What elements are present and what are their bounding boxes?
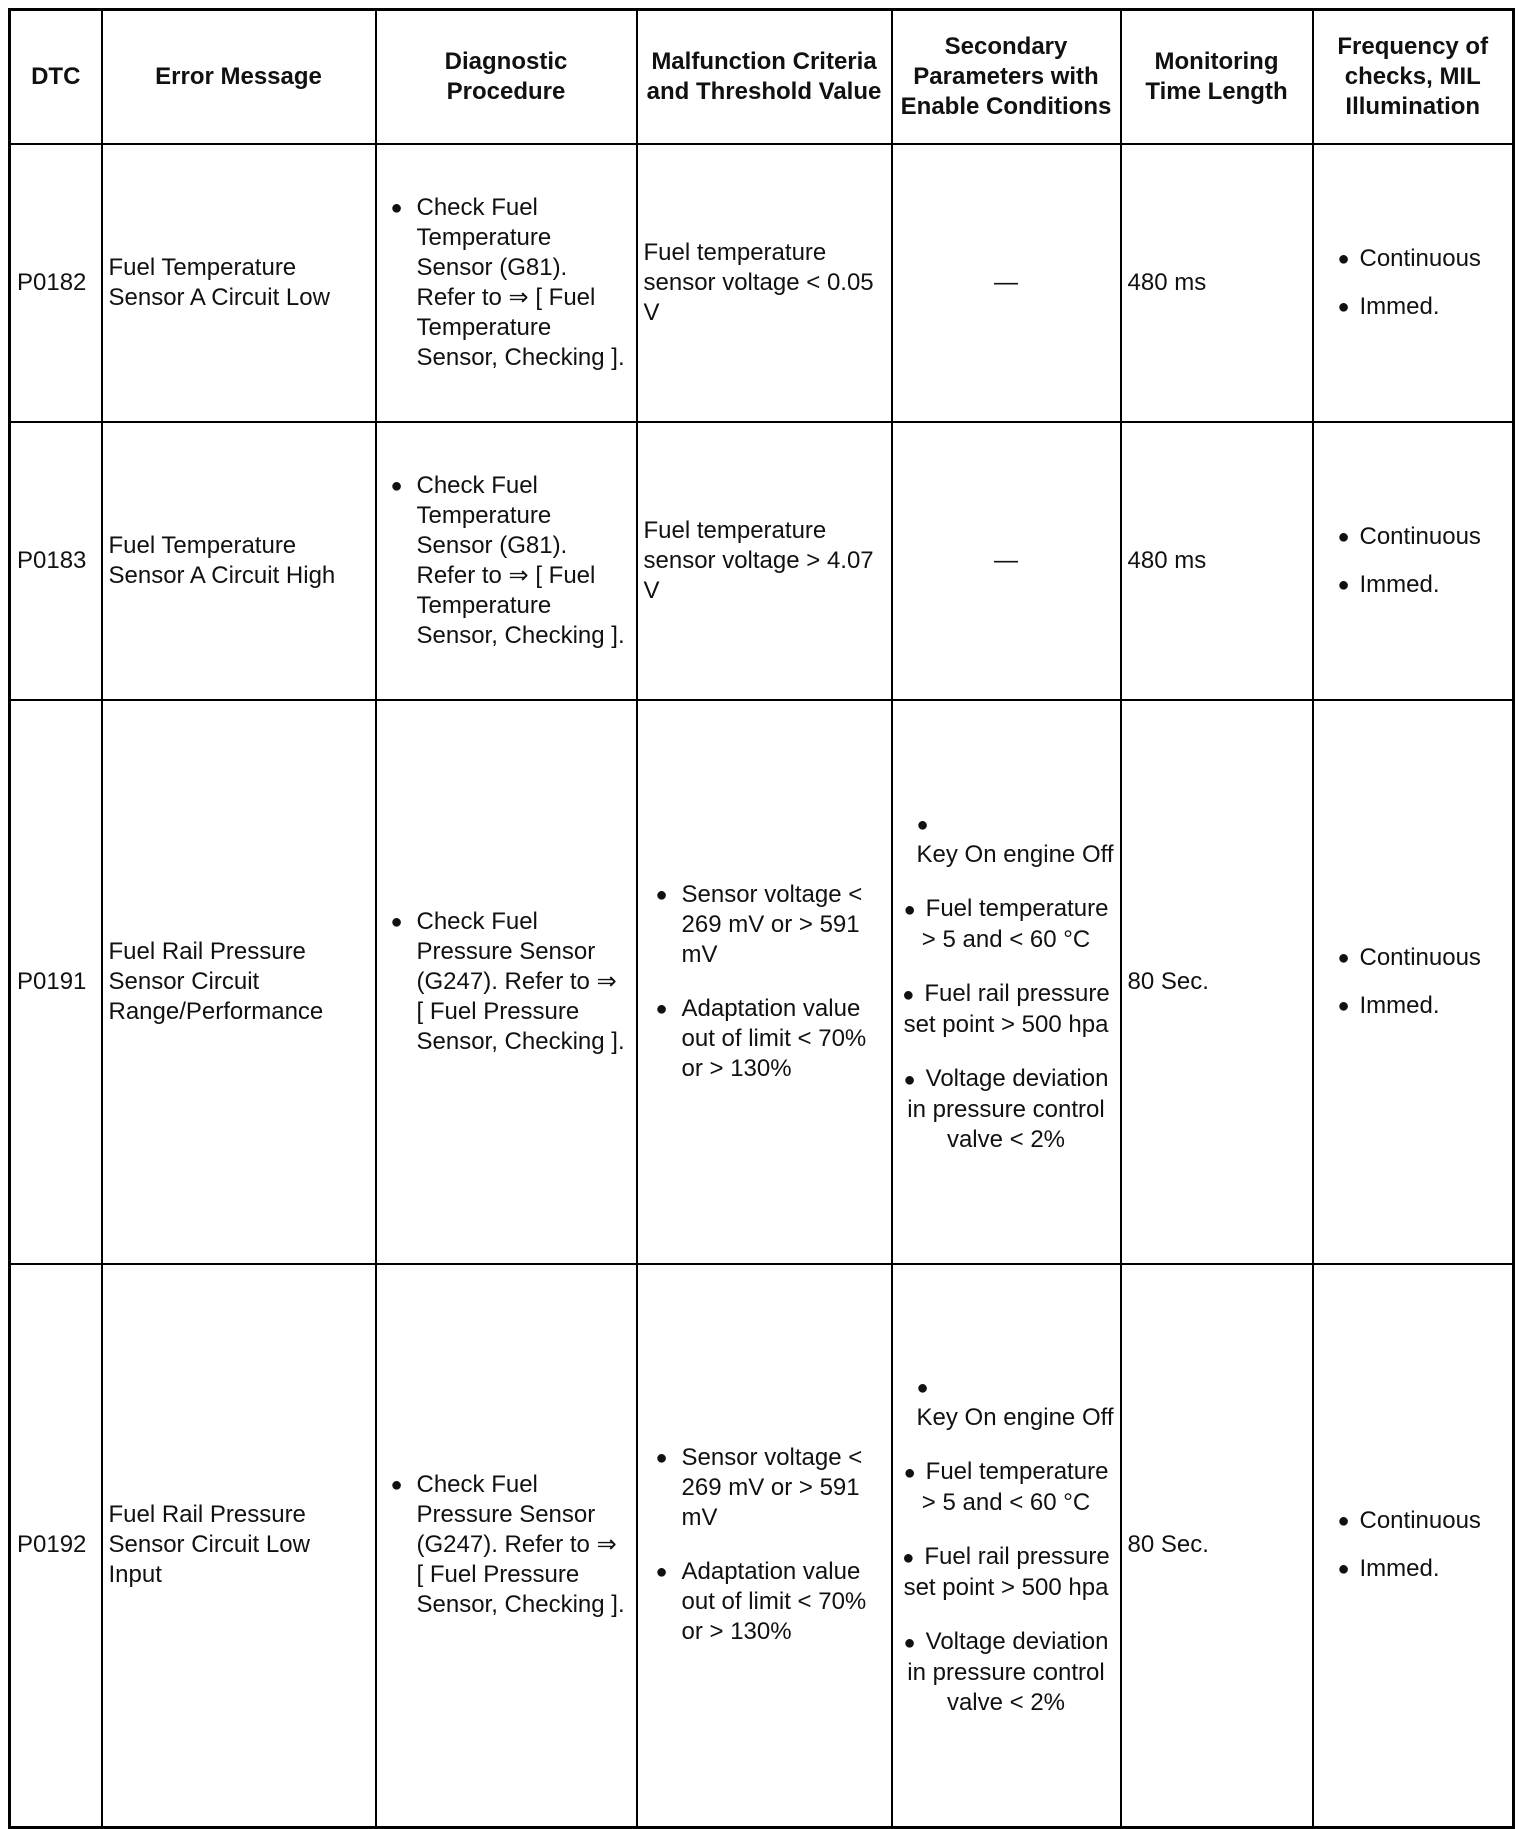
diagnostic-procedure bbox=[376, 700, 637, 1264]
error-message: Fuel Rail Pressure Sensor Circuit Range/Performance bbox=[102, 700, 376, 1264]
header-malfunction-criteria: Malfunction Criteria and Threshold Value bbox=[637, 10, 892, 144]
enable-condition: ● Voltage deviation in pressure control valve < 2% bbox=[903, 1628, 1109, 1717]
monitoring-time: 480 ms bbox=[1121, 144, 1313, 422]
table-row bbox=[10, 1264, 1514, 1828]
header-frequency: Frequency of checks, MIL Illumination bbox=[1313, 10, 1514, 144]
frequency-cell bbox=[1313, 700, 1514, 1264]
malfunction-criteria bbox=[637, 700, 892, 1264]
criteria-item: ● Sensor voltage < 269 mV or > 591 mV bbox=[648, 880, 885, 970]
table-row bbox=[10, 700, 1514, 1264]
enable-condition: ● Fuel rail pressure set point > 500 hpa bbox=[902, 1543, 1110, 1602]
diagnostic-procedure bbox=[376, 1264, 637, 1828]
frequency-item: ● Continuous bbox=[1320, 1506, 1507, 1536]
frequency-item: ● Continuous bbox=[1320, 522, 1507, 552]
malfunction-criteria bbox=[637, 1264, 892, 1828]
diagnostic-procedure bbox=[376, 422, 637, 700]
dtc-code: P0182 bbox=[10, 144, 102, 422]
enable-condition: ●Key On engine Off bbox=[916, 813, 1114, 868]
header-monitoring-time: Monitoring Time Length bbox=[1121, 10, 1313, 144]
table-row bbox=[10, 144, 1514, 422]
secondary-parameters bbox=[892, 1264, 1121, 1828]
enable-condition: ● Fuel temperature > 5 and < 60 °C bbox=[903, 1458, 1109, 1517]
procedure-item: ● Check Fuel Pressure Sensor (G247). Refer to ⇒ [ Fuel Pressure Sensor, Checking ]. bbox=[383, 1470, 630, 1620]
header-error-message: Error Message bbox=[102, 10, 376, 144]
criteria-item: ● Adaptation value out of limit < 70% or > 130% bbox=[648, 1557, 885, 1647]
secondary-parameters: — bbox=[892, 144, 1121, 422]
table-header-row bbox=[10, 10, 1514, 144]
mil-item: ● Immed. bbox=[1320, 570, 1507, 600]
dtc-code: P0183 bbox=[10, 422, 102, 700]
error-message: Fuel Temperature Sensor A Circuit High bbox=[102, 422, 376, 700]
dtc-table bbox=[8, 8, 1515, 1829]
frequency-item: ● Continuous bbox=[1320, 943, 1507, 973]
dtc-code: P0191 bbox=[10, 700, 102, 1264]
table-row bbox=[10, 422, 1514, 700]
dtc-table-container bbox=[8, 8, 1512, 1818]
mil-item: ● Immed. bbox=[1320, 991, 1507, 1021]
enable-condition: ● Fuel rail pressure set point > 500 hpa bbox=[902, 979, 1110, 1038]
enable-condition: ● Voltage deviation in pressure control valve < 2% bbox=[903, 1064, 1109, 1153]
secondary-parameters bbox=[892, 700, 1121, 1264]
diagnostic-procedure bbox=[376, 144, 637, 422]
header-dtc: DTC bbox=[10, 10, 102, 144]
mil-item: ● Immed. bbox=[1320, 292, 1507, 322]
monitoring-time: 480 ms bbox=[1121, 422, 1313, 700]
frequency-cell bbox=[1313, 422, 1514, 700]
error-message: Fuel Rail Pressure Sensor Circuit Low Input bbox=[102, 1264, 376, 1828]
enable-condition: ●Key On engine Off bbox=[916, 1377, 1114, 1432]
frequency-cell bbox=[1313, 1264, 1514, 1828]
criteria-item: ● Sensor voltage < 269 mV or > 591 mV bbox=[648, 1443, 885, 1533]
malfunction-criteria: Fuel temperature sensor voltage < 0.05 V bbox=[637, 144, 892, 422]
frequency-item: ● Continuous bbox=[1320, 244, 1507, 274]
enable-condition: ● Fuel temperature > 5 and < 60 °C bbox=[903, 894, 1109, 953]
procedure-item: ● Check Fuel Pressure Sensor (G247). Refer to ⇒ [ Fuel Pressure Sensor, Checking ]. bbox=[383, 907, 630, 1057]
header-secondary-parameters: Secondary Parameters with Enable Conditions bbox=[892, 10, 1121, 144]
procedure-item: ● Check Fuel Temperature Sensor (G81). Refer to ⇒ [ Fuel Temperature Sensor, Checking ]. bbox=[383, 471, 630, 651]
criteria-item: ● Adaptation value out of limit < 70% or > 130% bbox=[648, 994, 885, 1084]
error-message: Fuel Temperature Sensor A Circuit Low bbox=[102, 144, 376, 422]
dtc-code: P0192 bbox=[10, 1264, 102, 1828]
mil-item: ● Immed. bbox=[1320, 1554, 1507, 1584]
monitoring-time: 80 Sec. bbox=[1121, 1264, 1313, 1828]
procedure-item: ● Check Fuel Temperature Sensor (G81). Refer to ⇒ [ Fuel Temperature Sensor, Checking ]. bbox=[383, 193, 630, 373]
monitoring-time: 80 Sec. bbox=[1121, 700, 1313, 1264]
secondary-parameters: — bbox=[892, 422, 1121, 700]
header-diagnostic-procedure: Diagnostic Procedure bbox=[376, 10, 637, 144]
malfunction-criteria: Fuel temperature sensor voltage > 4.07 V bbox=[637, 422, 892, 700]
frequency-cell bbox=[1313, 144, 1514, 422]
